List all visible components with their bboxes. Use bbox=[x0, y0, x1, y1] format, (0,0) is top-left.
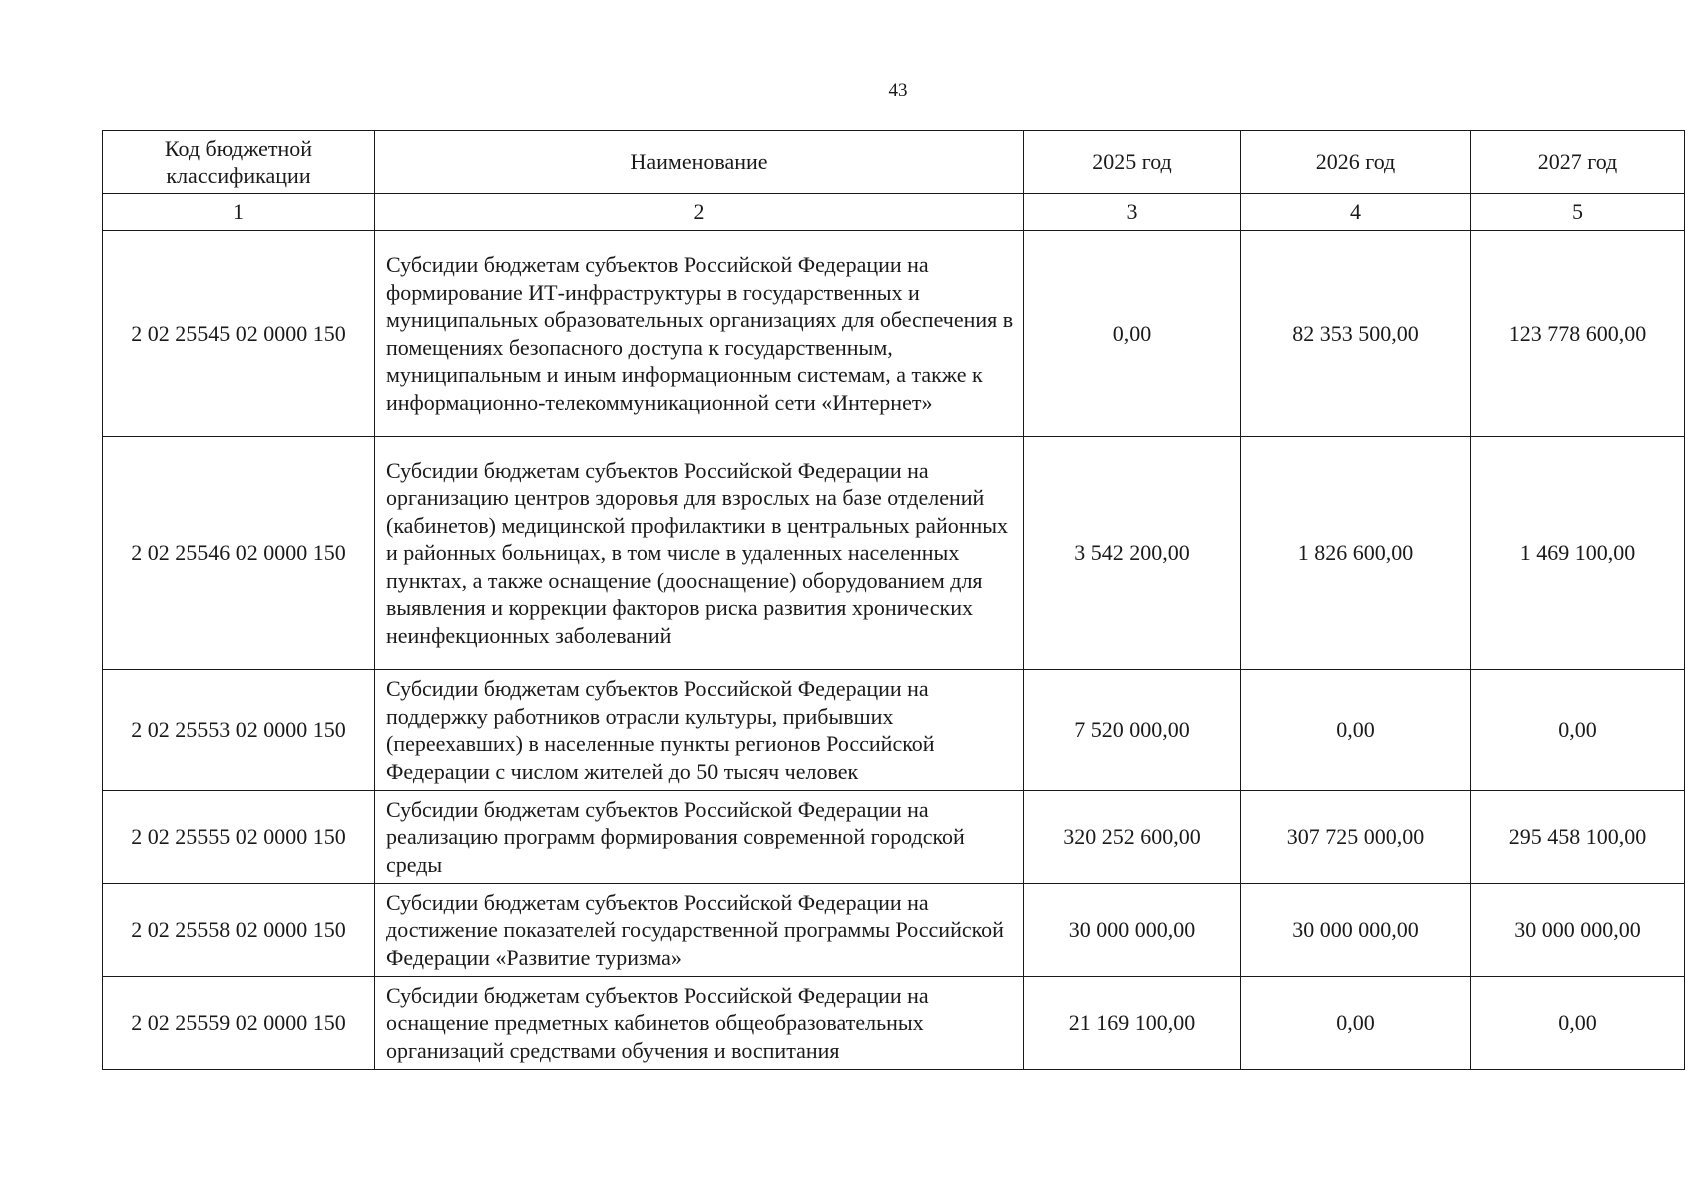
budget-code: 2 02 25555 02 0000 150 bbox=[103, 791, 375, 884]
column-number: 1 bbox=[103, 194, 375, 231]
column-number: 2 bbox=[375, 194, 1024, 231]
amount-2026: 82 353 500,00 bbox=[1241, 231, 1471, 437]
amount-2027: 123 778 600,00 bbox=[1471, 231, 1685, 437]
item-name: Субсидии бюджетам субъектов Российской Федерации на достижение показателей государственной программы Российской Федерации «Развитие туризма» bbox=[375, 884, 1024, 977]
column-number-row bbox=[103, 194, 1685, 231]
amount-2027: 1 469 100,00 bbox=[1471, 437, 1685, 670]
column-number: 5 bbox=[1471, 194, 1685, 231]
amount-2026: 0,00 bbox=[1241, 977, 1471, 1070]
table-row bbox=[103, 791, 1685, 884]
budget-code: 2 02 25559 02 0000 150 bbox=[103, 977, 375, 1070]
table-row bbox=[103, 437, 1685, 670]
header-name: Наименование bbox=[375, 131, 1024, 194]
column-number: 3 bbox=[1024, 194, 1241, 231]
item-name: Субсидии бюджетам субъектов Российской Федерации на оснащение предметных кабинетов общеобразовательных организаций средствами обучения и воспитания bbox=[375, 977, 1024, 1070]
budget-code: 2 02 25558 02 0000 150 bbox=[103, 884, 375, 977]
amount-2025: 7 520 000,00 bbox=[1024, 670, 1241, 791]
item-name: Субсидии бюджетам субъектов Российской Федерации на реализацию программ формирования современной городской среды bbox=[375, 791, 1024, 884]
table-row bbox=[103, 884, 1685, 977]
amount-2026: 30 000 000,00 bbox=[1241, 884, 1471, 977]
budget-table bbox=[102, 130, 1685, 1070]
amount-2027: 0,00 bbox=[1471, 977, 1685, 1070]
amount-2025: 30 000 000,00 bbox=[1024, 884, 1241, 977]
budget-code: 2 02 25545 02 0000 150 bbox=[103, 231, 375, 437]
amount-2027: 30 000 000,00 bbox=[1471, 884, 1685, 977]
page-number: 43 bbox=[888, 80, 908, 101]
item-name: Субсидии бюджетам субъектов Российской Федерации на формирование ИТ-инфраструктуры в государственных и муниципальных образовательных организациях для обеспечения в помещениях безопасного доступа к государственным, муниципальным и иным информационным системам, а также к информационно-телекоммуникационной сети «Интернет» bbox=[375, 231, 1024, 437]
column-number: 4 bbox=[1241, 194, 1471, 231]
amount-2026: 307 725 000,00 bbox=[1241, 791, 1471, 884]
budget-code: 2 02 25553 02 0000 150 bbox=[103, 670, 375, 791]
header-row bbox=[103, 131, 1685, 194]
amount-2025: 0,00 bbox=[1024, 231, 1241, 437]
header-2027: 2027 год bbox=[1471, 131, 1685, 194]
table-row bbox=[103, 977, 1685, 1070]
header-code: Код бюджетной классификации bbox=[103, 131, 375, 194]
item-name: Субсидии бюджетам субъектов Российской Федерации на организацию центров здоровья для взрослых на базе отделений (кабинетов) медицинской профилактики в центральных районных и районных больницах, в том числе в удаленных населенных пунктах, а также оснащение (дооснащение) оборудованием для выявления и коррекции факторов риска развития хронических неинфекционных заболеваний bbox=[375, 437, 1024, 670]
header-2026: 2026 год bbox=[1241, 131, 1471, 194]
amount-2025: 21 169 100,00 bbox=[1024, 977, 1241, 1070]
amount-2025: 320 252 600,00 bbox=[1024, 791, 1241, 884]
amount-2027: 295 458 100,00 bbox=[1471, 791, 1685, 884]
amount-2026: 0,00 bbox=[1241, 670, 1471, 791]
table-row bbox=[103, 670, 1685, 791]
amount-2025: 3 542 200,00 bbox=[1024, 437, 1241, 670]
header-2025: 2025 год bbox=[1024, 131, 1241, 194]
table-row bbox=[103, 231, 1685, 437]
budget-code: 2 02 25546 02 0000 150 bbox=[103, 437, 375, 670]
item-name: Субсидии бюджетам субъектов Российской Федерации на поддержку работников отрасли культуры, прибывших (переехавших) в населенные пункты регионов Российской Федерации с числом жителей до 50 тысяч человек bbox=[375, 670, 1024, 791]
amount-2027: 0,00 bbox=[1471, 670, 1685, 791]
amount-2026: 1 826 600,00 bbox=[1241, 437, 1471, 670]
